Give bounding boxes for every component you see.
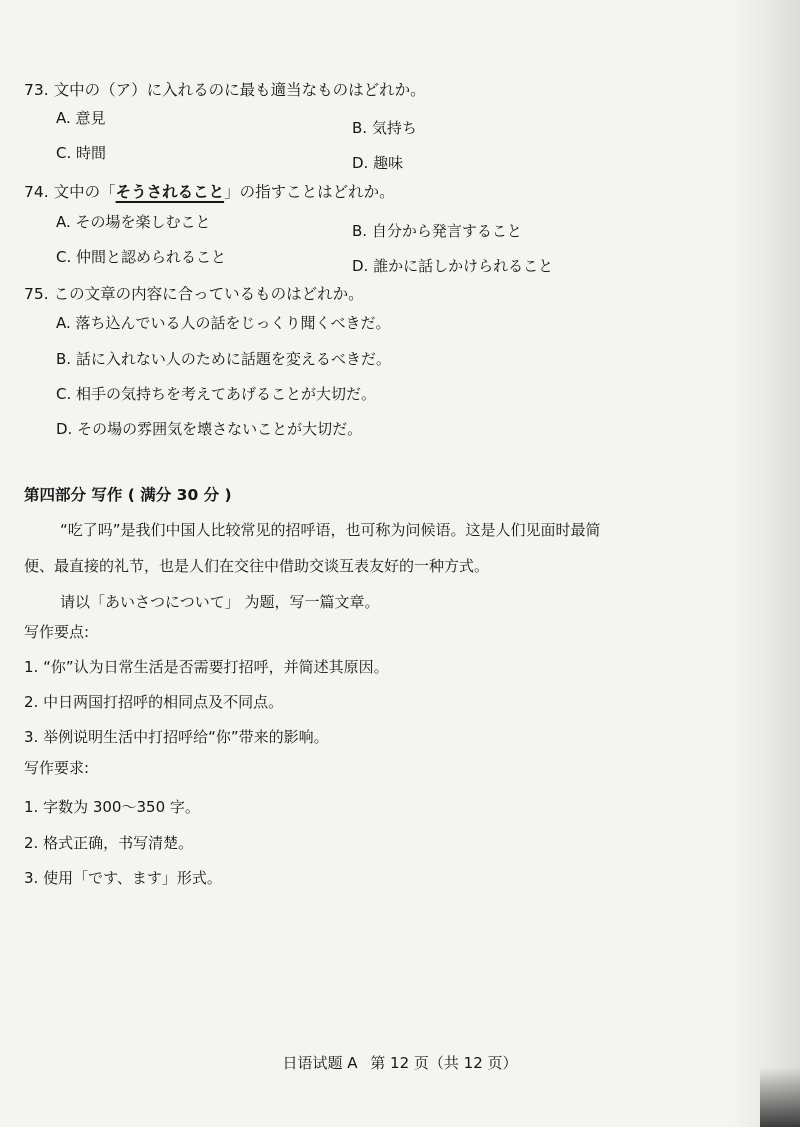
question-74-option-c: C. 仲間と認められること: [56, 248, 227, 266]
question-73-option-d: D. 趣味: [352, 154, 404, 172]
question-73-option-a: A. 意見: [56, 109, 106, 127]
writing-requirement-1: 1. 字数为 300～350 字。: [24, 798, 200, 816]
question-75-option-b: B. 話に入れない人のために話題を変えるべきだ。: [56, 350, 391, 368]
footer-page-number: 第 12 页（共 12 页）: [370, 1054, 518, 1072]
writing-intro-line-2: 便、最直接的礼节，也是人们在交往中借助交谈互表友好的一种方式。: [24, 557, 490, 575]
question-74-stem-prefix: 74. 文中の「: [24, 183, 116, 201]
question-73-option-b: B. 気持ち: [352, 119, 417, 137]
question-73-option-c: C. 時間: [56, 144, 107, 162]
writing-point-2: 2. 中日两国打招呼的相同点及不同点。: [24, 693, 284, 711]
question-75-option-d: D. その場の雰囲気を壊さないことが大切だ。: [56, 420, 363, 438]
writing-intro-line-1: “吃了吗”是我们中国人比较常见的招呼语，也可称为问候语。这是人们见面时最简: [60, 521, 601, 539]
question-74-stem: [24, 182, 395, 202]
writing-requirement-3: 3. 使用「です、ます」形式。: [24, 869, 222, 887]
page-footer: [0, 1052, 800, 1073]
question-74-underlined-phrase: そうされること: [115, 183, 225, 201]
page-corner-shadow: [760, 1067, 800, 1127]
writing-requirement-2: 2. 格式正确，书写清楚。: [24, 834, 194, 852]
question-74-option-b: B. 自分から発言すること: [352, 222, 522, 240]
writing-prompt: 请以「あいさつについて」 为题，写一篇文章。: [60, 593, 380, 611]
footer-subject: 日语试题 A: [282, 1054, 358, 1072]
writing-section-heading: 第四部分 写作 ( 满分 30 分 ): [24, 486, 232, 504]
writing-point-1: 1. “你”认为日常生活是否需要打招呼，并简述其原因。: [24, 658, 389, 676]
question-73-stem: 73. 文中の（ア）に入れるのに最も適当なものはどれか。: [24, 81, 426, 99]
question-75-option-a: A. 落ち込んでいる人の話をじっくり聞くべきだ。: [56, 314, 391, 332]
question-74-option-a: A. その場を楽しむこと: [56, 213, 211, 231]
writing-points-heading: 写作要点:: [24, 623, 90, 641]
question-74-stem-suffix: 」の指すことはどれか。: [224, 183, 395, 201]
writing-requirements-heading: 写作要求:: [24, 759, 90, 777]
page-edge-shadow: [730, 0, 800, 1127]
question-75-stem: 75. この文章の内容に合っているものはどれか。: [24, 285, 364, 303]
writing-point-3: 3. 举例说明生活中打招呼给“你”带来的影响。: [24, 728, 329, 746]
question-75-option-c: C. 相手の気持ちを考えてあげることが大切だ。: [56, 385, 377, 403]
question-74-option-d: D. 誰かに話しかけられること: [352, 257, 554, 275]
